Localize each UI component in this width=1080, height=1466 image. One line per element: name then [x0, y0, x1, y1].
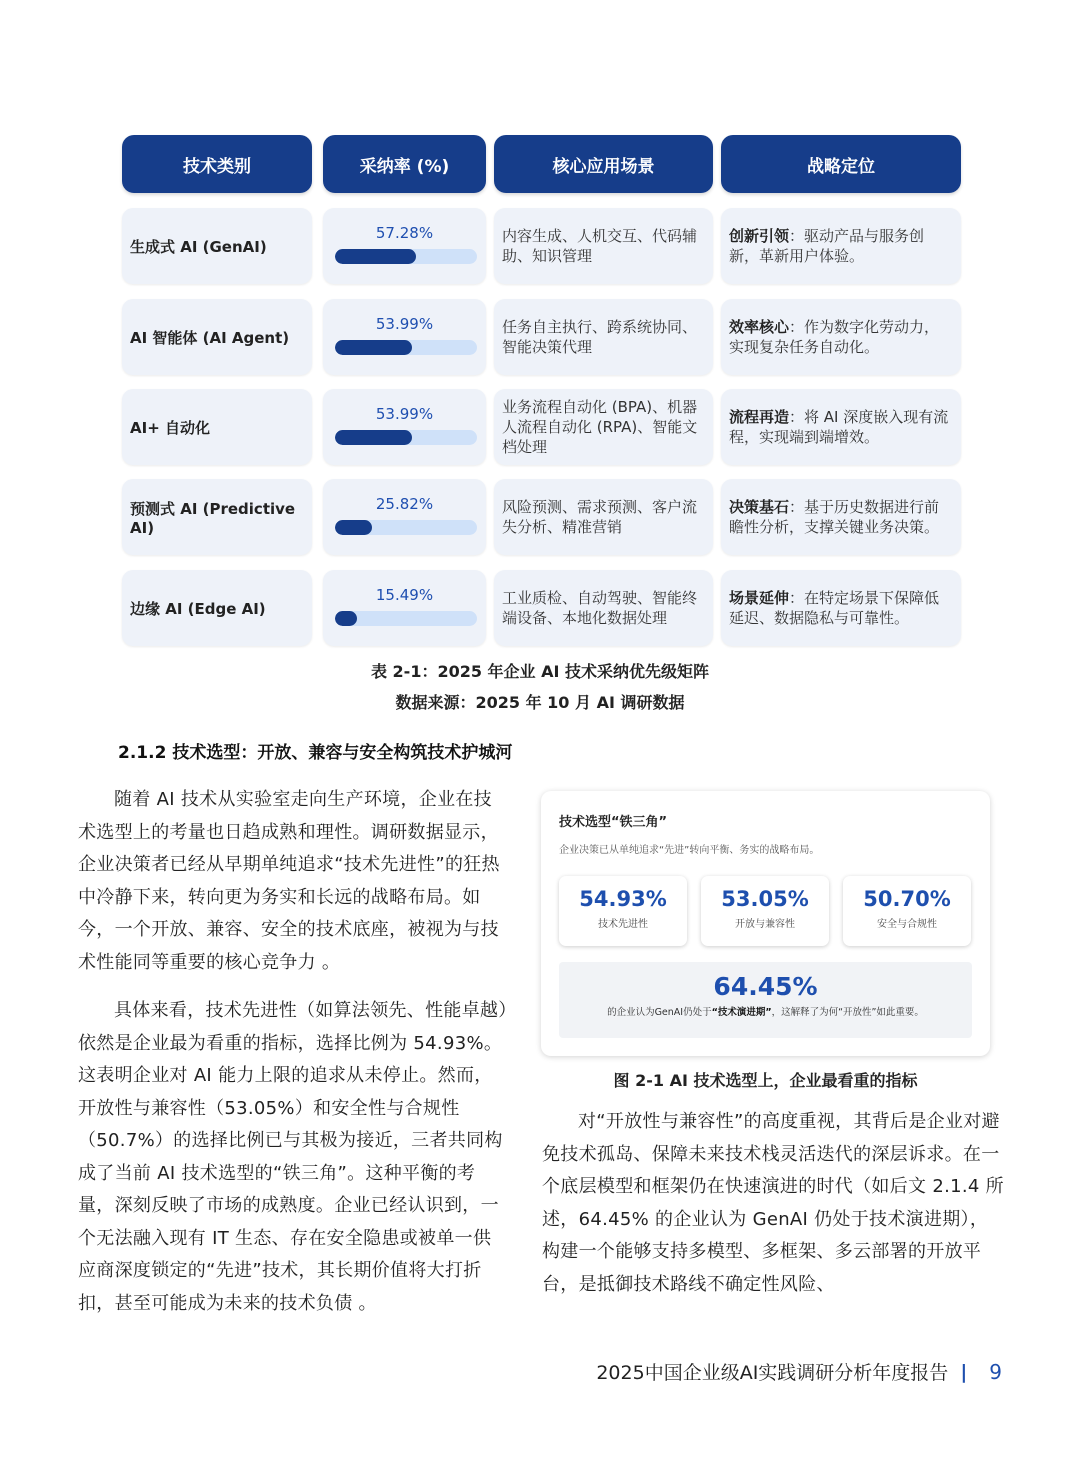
- stat-label: 技术先进性: [598, 919, 648, 930]
- row-positioning: [721, 299, 961, 375]
- footer-separator: |: [960, 1360, 968, 1383]
- positioning-text: ：将 AI 深度嵌入现有流程，实现端到端增效。: [729, 408, 949, 446]
- row-scenario: [494, 570, 713, 646]
- table-caption: 表 2-1：2025 年企业 AI 技术采纳优先级矩阵: [370, 662, 710, 681]
- rate-value: 53.99%: [375, 315, 434, 333]
- rate-bar-track: [335, 520, 477, 535]
- rate-bar-fill: [335, 611, 357, 626]
- highlight-label: [559, 1004, 972, 1018]
- rate-value: 53.99%: [375, 405, 434, 423]
- rate-bar-fill: [335, 430, 412, 445]
- row-name: 预测式 AI (Predictive AI): [122, 479, 312, 555]
- rate-bar-fill: [335, 340, 412, 355]
- row-rate: [323, 389, 486, 465]
- figure-caption: 图 2-1 AI 技术选型上，企业最看重的指标: [613, 1071, 918, 1090]
- paragraph-text: 具体来看，技术先进性（如算法领先、性能卓越）依然是企业最为看重的指标，选择比例为 54.93%。这表明企业对 AI 能力上限的追求从未停止。然而，开放性与兼容性（53.05%）和安全性与合规性（50.7%）的选择比例已与其极为接近，三者共同构成了当前 AI 技术选型的“铁三角”。这种平衡的考量，深刻反映了市场的成熟度。企业已经认识到，一个无法融入现有 IT 生态、存在安全隐患或被单一供应商深度锁定的“先进”技术，其长期价值将大打折扣，甚至可能成为未来的技术负债 。: [78, 1000, 508, 1314]
- positioning-label: 场景延伸: [729, 589, 790, 607]
- rate-bar-track: [335, 249, 477, 264]
- figure-title: 技术选型“铁三角”: [559, 815, 668, 830]
- page-number: 9: [989, 1359, 1002, 1384]
- stat-value: 50.70%: [863, 887, 951, 911]
- rate-bar-track: [335, 430, 477, 445]
- header-positioning: 战略定位: [721, 135, 961, 193]
- stat-card-openness: [701, 876, 829, 946]
- header-category: 技术类别: [122, 135, 312, 193]
- row-rate: [323, 479, 486, 555]
- positioning-label: 效率核心: [729, 318, 790, 336]
- row-scenario: [494, 299, 713, 375]
- rate-bar-fill: [335, 249, 416, 264]
- row-name: 生成式 AI (GenAI): [122, 208, 312, 284]
- stat-label: 安全与合规性: [877, 919, 937, 930]
- highlight-text-bold: “技术演进期”: [711, 1007, 772, 1018]
- positioning-text: ：作为数字化劳动力，实现复杂任务自动化。: [729, 318, 940, 356]
- stat-value: 54.93%: [579, 887, 667, 911]
- table-source: 数据来源：2025 年 10 月 AI 调研数据: [395, 693, 685, 712]
- page-footer: [596, 1358, 1002, 1385]
- highlight-text-pre: 的企业认为GenAI仍处于: [607, 1007, 712, 1018]
- scenario-text: 工业质检、自动驾驶、智能终端设备、本地化数据处理: [502, 589, 698, 627]
- positioning-label: 创新引领: [729, 227, 790, 245]
- row-scenario: [494, 389, 713, 465]
- stat-card-security: [843, 876, 971, 946]
- scenario-text: 任务自主执行、跨系统协同、智能决策代理: [502, 318, 698, 356]
- positioning-text: ：在特定场景下保障低延迟、数据隐私与可靠性。: [729, 589, 940, 627]
- row-positioning: [721, 570, 961, 646]
- highlight-box: [559, 962, 972, 1038]
- positioning-label: 流程再造: [729, 408, 790, 426]
- rate-bar-fill: [335, 520, 372, 535]
- row-name: AI 智能体 (AI Agent): [122, 299, 312, 375]
- right-paragraph: [542, 1106, 1004, 1301]
- row-rate: [323, 570, 486, 646]
- scenario-text: 业务流程自动化 (BPA)、机器人流程自动化 (RPA)、智能文档处理: [502, 398, 698, 456]
- paragraph-text: 随着 AI 技术从实验室走向生产环境，企业在技术选型上的考量也日趋成熟和理性。调研数据显示，企业决策者已经从早期单纯追求“技术先进性”的狂热中冷静下来，转向更为务实和长远的战略布局。如今，一个开放、兼容、安全的技术底座，被视为与技术性能同等重要的核心竞争力 。: [78, 789, 500, 973]
- header-adoption-rate: 采纳率 (%): [323, 135, 486, 193]
- rate-bar-track: [335, 340, 477, 355]
- rate-bar-track: [335, 611, 477, 626]
- section-title: 2.1.2 技术选型：开放、兼容与安全构筑技术护城河: [118, 743, 513, 763]
- stat-card-advancement: [559, 876, 687, 946]
- rate-value: 15.49%: [375, 586, 434, 604]
- row-positioning: [721, 208, 961, 284]
- row-name: 边缘 AI (Edge AI): [122, 570, 312, 646]
- row-rate: [323, 208, 486, 284]
- scenario-text: 风险预测、需求预测、客户流失分析、精准营销: [502, 498, 698, 536]
- paragraph-text: 对“开放性与兼容性”的高度重视，其背后是企业对避免技术孤岛、保障未来技术栈灵活迭代的深层诉求。在一个底层模型和框架仍在快速演进的时代（如后文 2.1.4 所述，64.45% 的企业认为 GenAI 仍处于技术演进期），构建一个能够支持多模型、多框架、多云部署的开放平台，是抵御技术路线不确定性风险、: [542, 1111, 1004, 1295]
- left-paragraph-1: [78, 784, 508, 979]
- row-positioning: [721, 389, 961, 465]
- row-positioning: [721, 479, 961, 555]
- figure-subtitle: 企业决策已从单纯追求“先进”转向平衡、务实的战略布局。: [559, 845, 820, 856]
- positioning-label: 决策基石: [729, 498, 790, 516]
- stat-label: 开放与兼容性: [735, 919, 795, 930]
- rate-value: 57.28%: [375, 224, 434, 242]
- rate-value: 25.82%: [375, 495, 434, 513]
- row-rate: [323, 299, 486, 375]
- row-scenario: [494, 208, 713, 284]
- highlight-text-post: ，这解释了为何“开放性”如此重要。: [771, 1007, 924, 1018]
- row-name: AI+ 自动化: [122, 389, 312, 465]
- footer-title: 2025中国企业级AI实践调研分析年度报告: [596, 1362, 949, 1384]
- positioning-text: ：驱动产品与服务创新，革新用户体验。: [729, 227, 925, 265]
- positioning-text: ：基于历史数据进行前瞻性分析，支撑关键业务决策。: [729, 498, 940, 536]
- left-paragraph-2: [78, 995, 508, 1320]
- stat-value: 53.05%: [721, 887, 809, 911]
- scenario-text: 内容生成、人机交互、代码辅助、知识管理: [502, 227, 698, 265]
- iron-triangle-figure: [541, 791, 990, 1056]
- header-scenarios: 核心应用场景: [494, 135, 713, 193]
- row-scenario: [494, 479, 713, 555]
- highlight-value: 64.45%: [713, 972, 818, 1001]
